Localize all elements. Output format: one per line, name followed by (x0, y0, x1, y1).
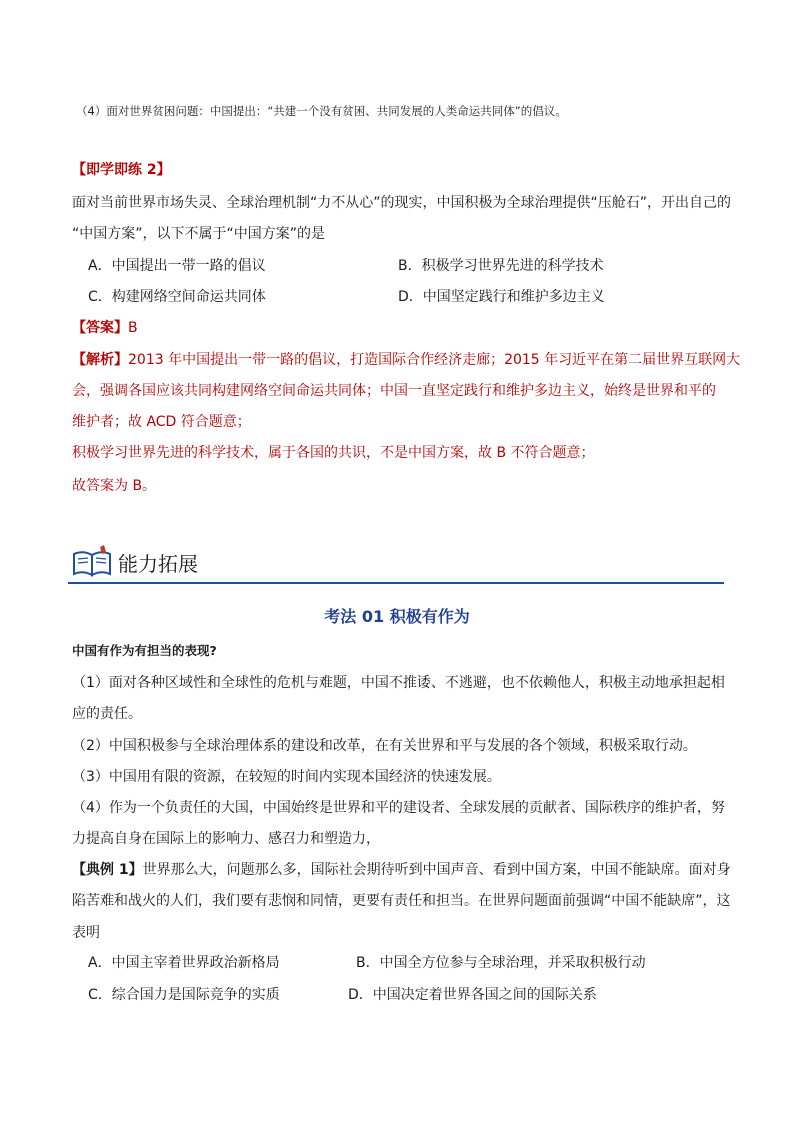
answer-label: 【答案】 (72, 320, 128, 336)
intro-item-4: （4）面对世界贫困问题：中国提出：“共建一个没有贫困、共同发展的人类命运共同体”的倡议。 (76, 104, 567, 118)
example-option-c: C．综合国力是国际竞争的实质 (88, 987, 280, 1003)
book-icon (70, 544, 114, 580)
analysis-line-5: 故答案为 B。 (72, 478, 157, 494)
question-line-2: “中国方案”，以下不属于“中国方案”的是 (72, 226, 326, 242)
analysis-line-4: 积极学习世界先进的科学技术，属于各国的共识，不是中国方案，故 B 不符合题意； (72, 445, 595, 461)
option-a: A．中国提出一带一路的倡议 (88, 258, 266, 274)
practice-heading: 【即学即练 2】 (72, 162, 171, 178)
answer-value: B (128, 320, 138, 336)
example-label: 【典例 1】 (72, 862, 143, 878)
method-item-1-line-1: （1）面对各种区域性和全球性的危机与难题，中国不推诿、不逃避，也不依赖他人，积极主动地承担起相 (72, 675, 725, 691)
option-b: B．积极学习世界先进的科学技术 (398, 258, 604, 274)
analysis-line-3: 维护者；故 ACD 符合题意； (72, 414, 251, 430)
section-title: 能力拓展 (118, 552, 198, 576)
example-option-b: B．中国全方位参与全球治理，并采取积极行动 (356, 955, 646, 971)
analysis-line-1 (72, 350, 740, 370)
option-d: D．中国坚定践行和维护多边主义 (398, 289, 605, 305)
method-item-2: （2）中国积极参与全球治理体系的建设和改革，在有关世界和平与发展的各个领域，积极采取行动。 (72, 738, 697, 754)
example-line-2: 陷苦难和战火的人们，我们要有悲悯和同情，更要有责任和担当。在世界问题面前强调“中国不能缺席”，这 (72, 893, 731, 909)
example-option-a: A．中国主宰着世界政治新格局 (88, 955, 280, 971)
method-item-4-line-1: （4）作为一个负责任的大国，中国始终是世界和平的建设者、全球发展的贡献者、国际秩序的维护者，努 (72, 800, 725, 816)
method-title: 考法 01 积极有作为 (324, 607, 470, 626)
answer-row (72, 318, 138, 338)
analysis-label: 【解析】 (72, 352, 128, 368)
example-line-1 (72, 860, 731, 880)
analysis-text-1: 2013 年中国提出一带一路的倡议，打造国际合作经济走廊；2015 年习近平在第二届世界互联网大 (128, 352, 741, 368)
question-line-1: 面对当前世界市场失灵、全球治理机制“力不从心”的现实，中国积极为全球治理提供“压舱石”，开出自己的 (72, 195, 732, 211)
method-item-3: （3）中国用有限的资源，在较短的时间内实现本国经济的快速发展。 (72, 769, 501, 785)
section-divider (68, 582, 724, 584)
example-line-3: 表明 (72, 925, 100, 941)
method-item-4-line-2: 力提高自身在国际上的影响力、感召力和塑造力， (72, 831, 380, 847)
analysis-line-2: 会，强调各国应该共同构建网络空间命运共同体；中国一直坚定践行和维护多边主义，始终是世界和平的 (72, 383, 716, 399)
method-subtitle: 中国有作为有担当的表现? (72, 643, 217, 658)
example-option-d: D．中国决定着世界各国之间的国际关系 (348, 987, 597, 1003)
option-c: C．构建网络空间命运共同体 (88, 289, 266, 305)
example-text-1: 世界那么大，问题那么多，国际社会期待听到中国声音、看到中国方案，中国不能缺席。面对身 (142, 862, 731, 878)
method-item-1-line-2: 应的责任。 (72, 706, 142, 722)
